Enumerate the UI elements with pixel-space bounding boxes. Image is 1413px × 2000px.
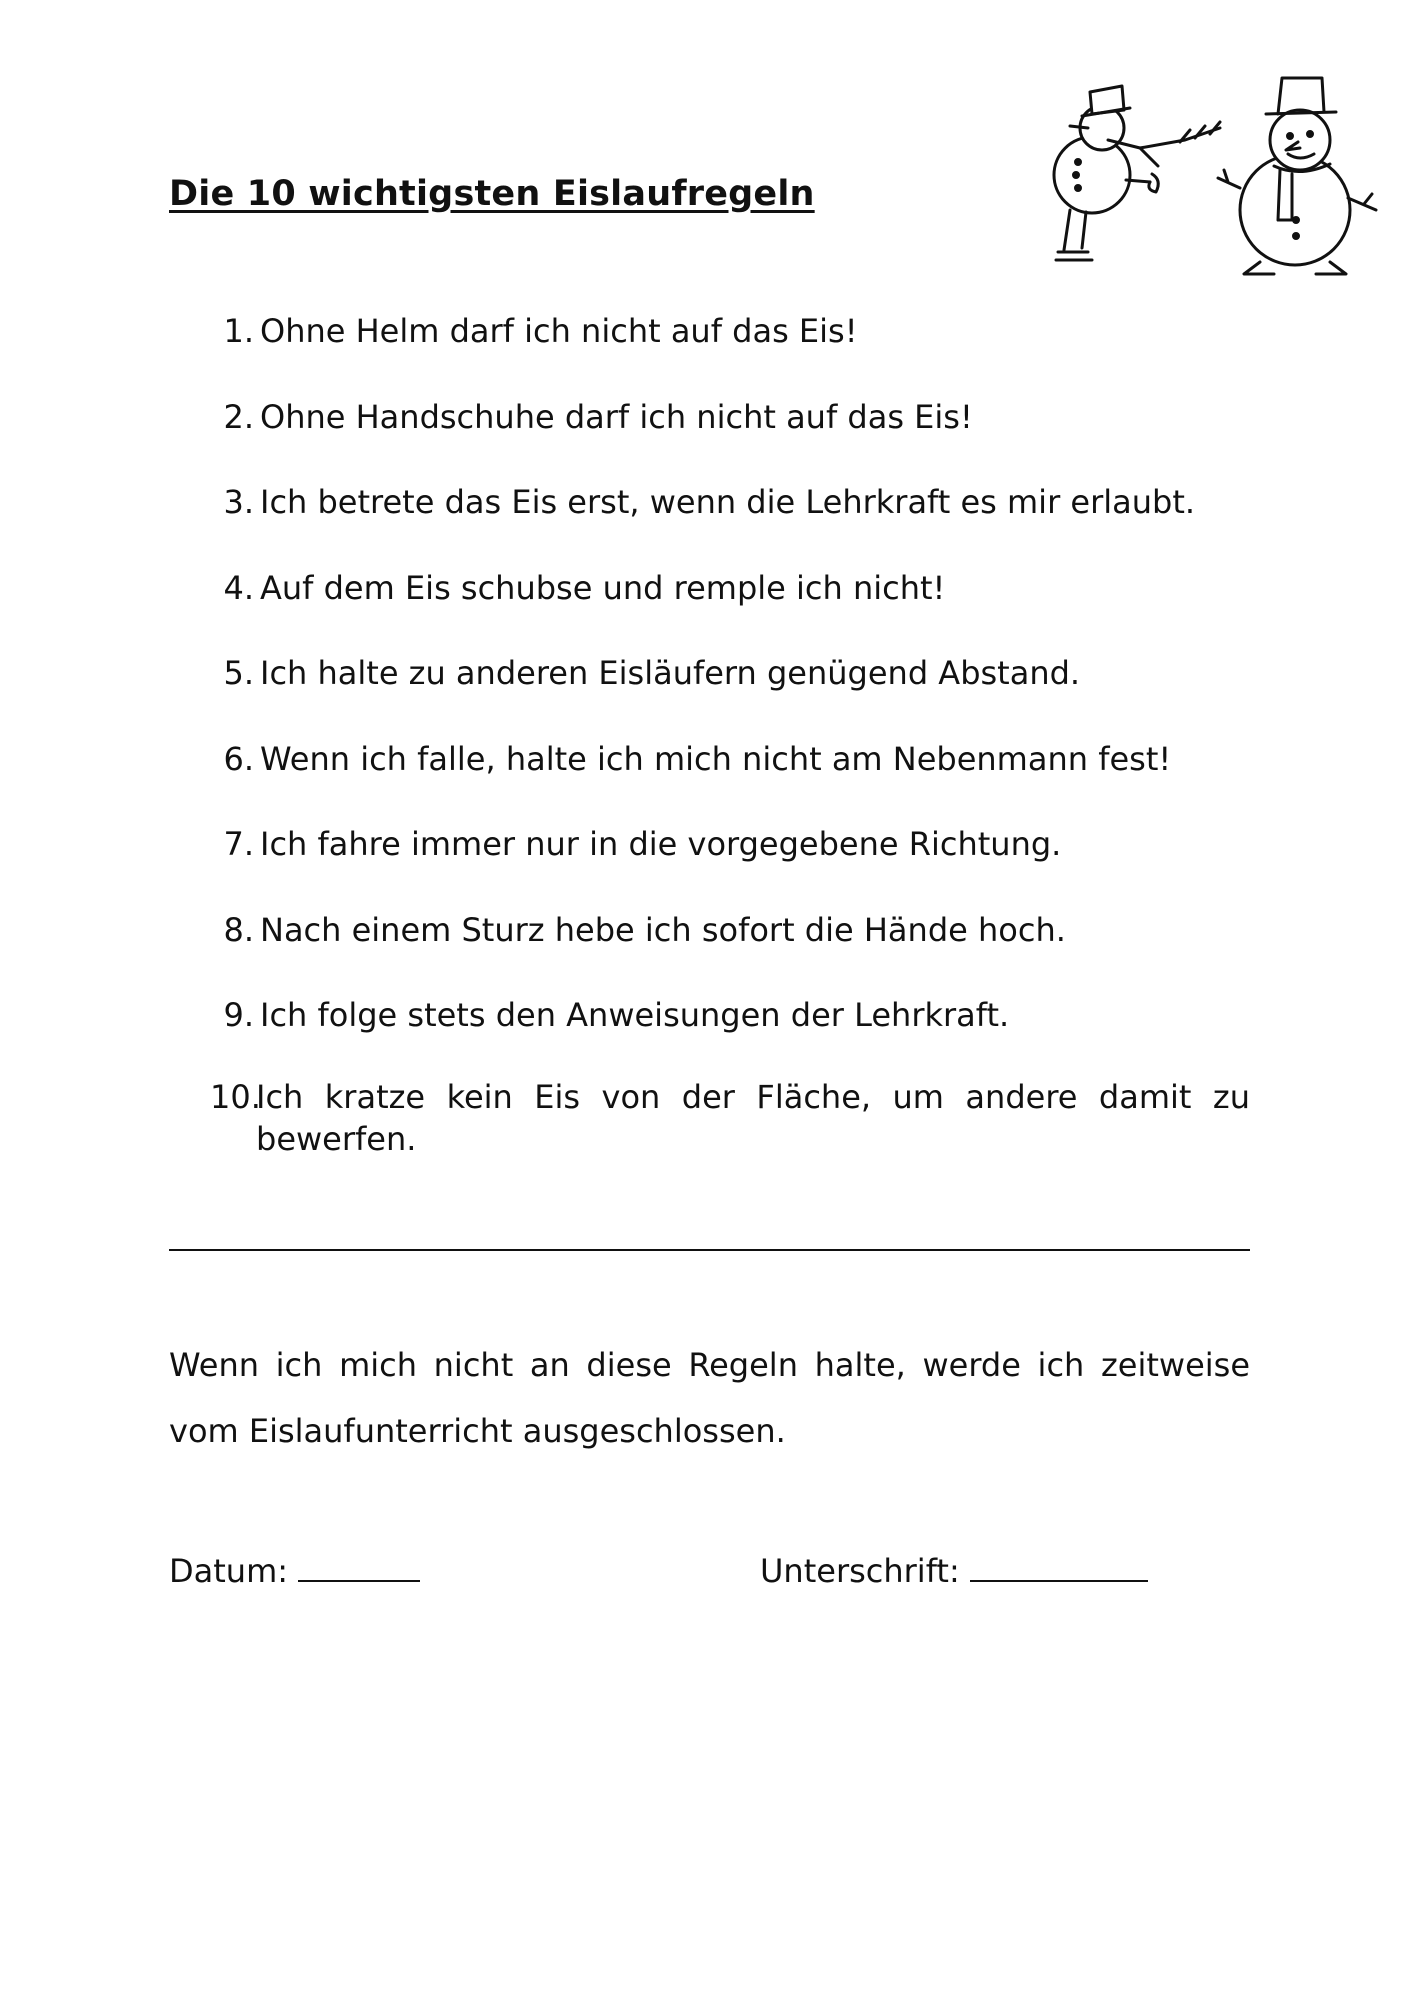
rule-number: 8.	[223, 911, 254, 949]
rule-item	[210, 310, 1250, 352]
rule-item	[210, 823, 1250, 865]
date-field	[169, 1550, 420, 1590]
rule-text: Ich folge stets den Anweisungen der Lehrkraft.	[260, 996, 1010, 1034]
rule-number: 1.	[223, 312, 254, 350]
signature-label: Unterschrift:	[760, 1552, 960, 1590]
rule-number: 5.	[223, 654, 254, 692]
divider-line	[169, 1249, 1250, 1251]
document-title: Die 10 wichtigsten Eislaufregeln	[169, 174, 815, 214]
rule-item	[210, 567, 1250, 609]
rule-item	[210, 652, 1250, 694]
rule-number: 6.	[223, 740, 254, 778]
rule-number: 3.	[223, 483, 254, 521]
rule-text: Auf dem Eis schubse und remple ich nicht!	[260, 569, 946, 607]
rule-number: 2.	[223, 398, 254, 436]
rule-number: 9.	[223, 996, 254, 1034]
rule-item	[210, 1076, 1250, 1160]
rule-text: Ich halte zu anderen Eisläufern genügend Abstand.	[260, 654, 1081, 692]
rule-text: Nach einem Sturz hebe ich sofort die Hände hoch.	[260, 911, 1066, 949]
rule-number: 7.	[223, 825, 254, 863]
rule-item	[210, 481, 1250, 523]
signature-blank-line[interactable]	[970, 1550, 1148, 1582]
rule-number: 4.	[223, 569, 254, 607]
rule-item	[210, 396, 1250, 438]
rule-item	[210, 994, 1250, 1036]
rule-number: 10.	[210, 1078, 261, 1116]
rule-item	[210, 738, 1250, 780]
rule-text: Ich betrete das Eis erst, wenn die Lehrkraft es mir erlaubt.	[260, 483, 1196, 521]
rule-text: Ich kratze kein Eis von der Fläche, um andere damit zu bewerfen.	[256, 1078, 1250, 1158]
rule-text: Ohne Helm darf ich nicht auf das Eis!	[260, 312, 858, 350]
date-label: Datum:	[169, 1552, 289, 1590]
date-blank-line[interactable]	[298, 1550, 420, 1582]
rule-text: Ohne Handschuhe darf ich nicht auf das Eis!	[260, 398, 973, 436]
rule-item	[210, 909, 1250, 951]
rule-text: Ich fahre immer nur in die vorgegebene Richtung.	[260, 825, 1062, 863]
consequence-text: Wenn ich mich nicht an diese Regeln halte, werde ich zeitweise vom Eislaufunterricht ausgeschlossen.	[169, 1346, 1250, 1450]
rule-text: Wenn ich falle, halte ich mich nicht am Nebenmann fest!	[260, 740, 1172, 778]
signature-field	[760, 1550, 1148, 1590]
